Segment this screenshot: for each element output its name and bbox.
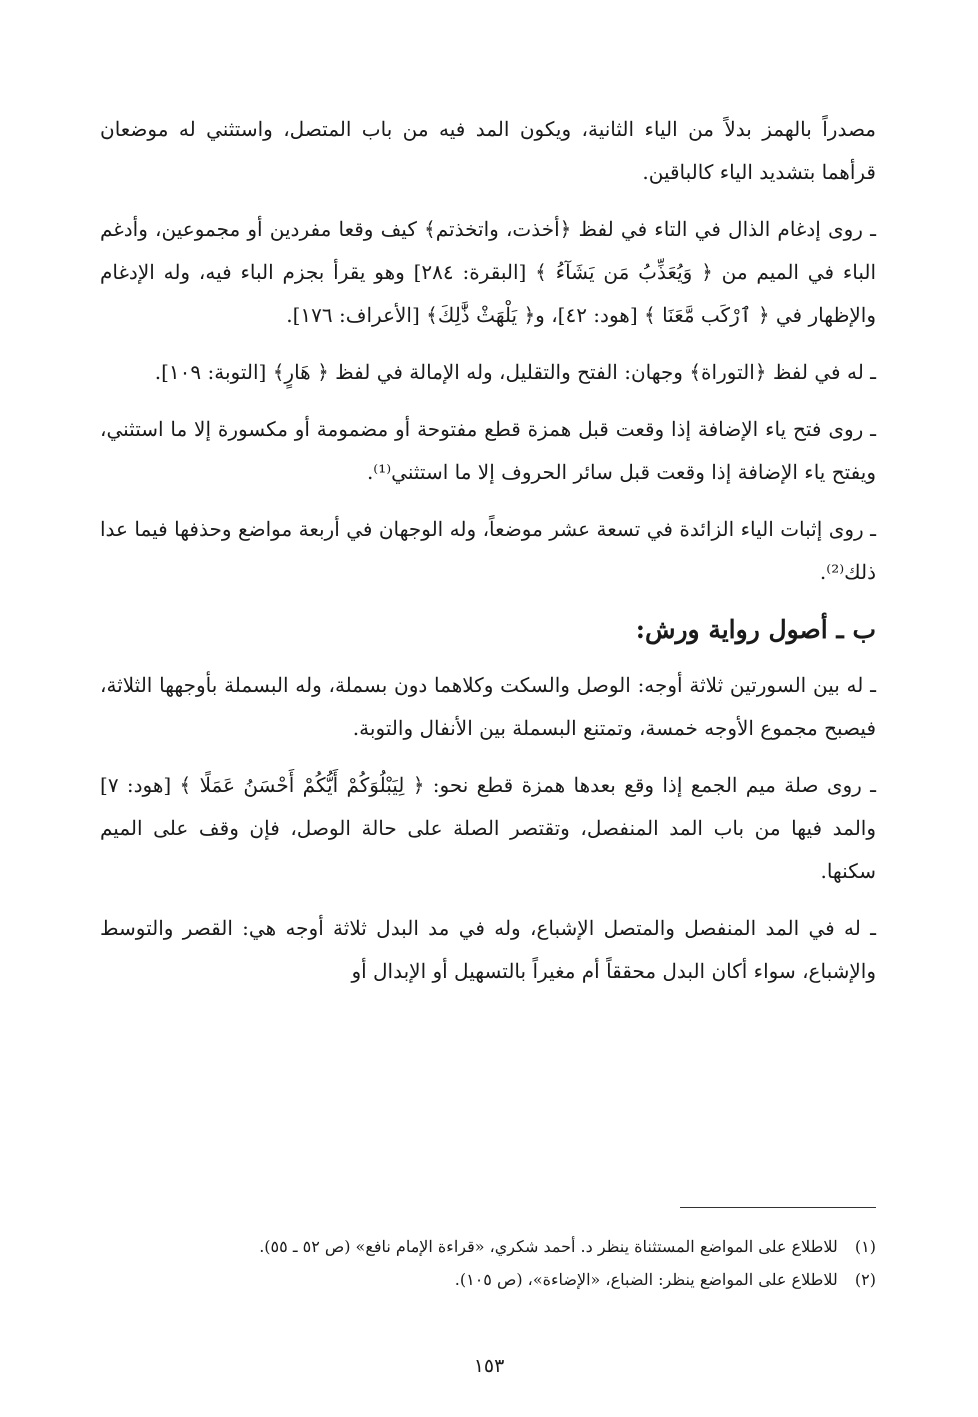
paragraph-tawrat: ـ له في لفظ ﴿التوراة﴾ وجهان: الفتح والتقليل، وله الإمالة في لفظ ﴿ هَارٍ﴾ [التوبة: ١٠٩]. [154, 360, 876, 384]
paragraph-ya-zaida: ـ روى إثبات الياء الزائدة في تسعة عشر موضعاً، وله الوجهان في أربعة مواضع وحذفها فيما عدا ذلك⁽²⁾. [100, 517, 876, 584]
footnote-2 [200, 1263, 876, 1296]
paragraph-madd-continuation: مصدراً بالهمز بدلاً من الياء الثانية، ويكون المد فيه من باب المتصل، واستثني له موضعان قرأهما بتشديد الياء كالباقين. [100, 117, 876, 184]
paragraph-madd: ـ له في المد المنفصل والمتصل الإشباع، وله في مد البدل ثلاثة أوجه هي: القصر والتوسط والإشباع، سواء أكان البدل محققاً أم مغيراً بالتسهيل أو الإبدال أو [100, 916, 876, 983]
paragraph-ya-idafa: ـ روى فتح ياء الإضافة إذا وقعت قبل همزة قطع مفتوحة أو مضمومة أو مكسورة إلا ما استثني، ويفتح ياء الإضافة إذا وقعت قبل سائر الحروف إلا ما استثني⁽¹⁾. [100, 417, 876, 484]
paragraph-meem-jam: ـ روى صلة ميم الجمع إذا وقع بعدها همزة قطع نحو: ﴿ لِيَبْلُوَكُمْ أَيُّكُمْ أَحْسَنُ عَمَلًا ﴾ [هود: ٧] والمد فيها من باب المد المنفصل، وتقتصر الصلة على حالة الوصل، فإن وقف على الميم سكنها. [100, 773, 876, 883]
main-text [100, 108, 876, 1007]
footnote-number: (٢) [854, 1270, 876, 1289]
paragraph-basmala: ـ له بين السورتين ثلاثة أوجه: الوصل والسكت وكلاهما دون بسملة، وله البسملة بأوجهها الثلاثة، فيصبح مجموع الأوجه خمسة، وتمتنع البسملة بين الأنفال والتوبة. [100, 673, 876, 740]
footnote-divider [680, 1207, 876, 1208]
footnote-text: للاطلاع على المواضع ينظر: الضباع، «الإضاءة»، (ص ١٠٥). [454, 1270, 838, 1289]
section-heading-warsh: ب ـ أصول رواية ورش: [635, 615, 876, 644]
footnote-1 [200, 1230, 876, 1263]
paragraph-idgham: ـ روى إدغام الذال في التاء في لفظ ﴿أخذت، واتخذتم﴾ كيف وقعا مفردين أو مجموعين، وأدغم الباء في الميم من ﴿ وَيُعَذِّبُ مَن يَشَآءُ ﴾ [البقرة: ٢٨٤] وهو يقرأ بجزم الباء فيه، وله الإدغام والإظهار في ﴿ ٱرْكَب مَّعَنَا ﴾ [هود: ٤٢]، و﴿ يَلْهَثْ ذَّٰلِكَ﴾ [الأعراف: ١٧٦]. [100, 217, 877, 327]
page-number: ١٥٣ [473, 1355, 505, 1377]
footnote-text: للاطلاع على المواضع المستثناة ينظر د. أحمد شكري، «قراءة الإمام نافع» (ص ٥٢ ـ ٥٥). [259, 1237, 838, 1256]
footnote-number: (١) [854, 1237, 876, 1256]
footnotes [200, 1230, 876, 1296]
